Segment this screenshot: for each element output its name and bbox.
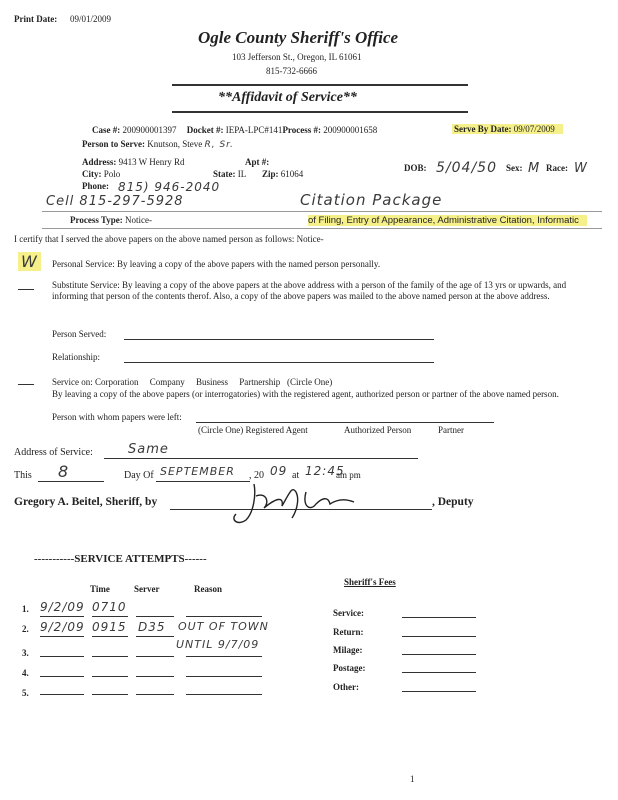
phone-handwritten: 815) 946-2040 <box>118 180 221 194</box>
fee-milage-line[interactable] <box>402 654 476 655</box>
page-number: 1 <box>410 774 415 784</box>
office-address: 103 Jefferson St., Oregon, IL 61061 <box>232 52 362 62</box>
fee-service-label: Service: <box>333 608 364 618</box>
attempt-server: D35 <box>138 620 166 634</box>
case-number: 200900001397 <box>122 125 177 135</box>
relationship-line[interactable] <box>124 362 434 363</box>
fee-other-line[interactable] <box>402 691 476 692</box>
fees-title: Sheriff's Fees <box>344 577 396 587</box>
person-served-line[interactable] <box>124 339 434 340</box>
this-label: This <box>14 470 32 481</box>
deputy-signature <box>226 472 366 532</box>
sex-handwritten: M <box>528 161 541 176</box>
year-handwritten: 09 <box>270 464 288 478</box>
col-time: Time <box>90 584 110 594</box>
col-reason: Reason <box>194 584 223 594</box>
corporation-text: By leaving a copy of the above papers (or interrogatories) with the registered agent, authorized person or partner of the above named person. <box>52 389 559 399</box>
am-pm-label: am pm <box>336 470 361 480</box>
document-title: **Affidavit of Service** <box>218 90 357 105</box>
corporation-title: Service on: Corporation Company Business Partnership (Circle One) <box>52 377 333 387</box>
day-of-label: Day Of <box>124 470 154 481</box>
whom-label: Person with whom papers were left: <box>52 412 182 422</box>
person-to-serve: Person to Serve: Knutson, Steve R, Sr. <box>82 139 234 150</box>
office-phone: 815-732-6666 <box>266 66 317 76</box>
case-row: Case #: 200900001397 Docket #: IEPA-LPC#141Process #: 200900001658 <box>92 125 378 135</box>
col-server: Server <box>134 584 160 594</box>
fee-service-line[interactable] <box>402 617 476 618</box>
attempt-date: 9/2/09 <box>40 620 85 634</box>
attempt-reason: OUT OF TOWN <box>178 620 269 633</box>
month-handwritten: SEPTEMBER <box>160 465 235 478</box>
address-of-service-handwritten: Same <box>128 442 169 457</box>
process-type-rule-2 <box>42 228 602 229</box>
address-of-service-label: Address of Service: <box>14 447 93 458</box>
fee-postage-label: Postage: <box>333 663 366 673</box>
serve-by-date: Serve By Date: 09/07/2009 <box>452 124 563 134</box>
fee-other-label: Other: <box>333 682 359 692</box>
attempt-reason: UNTIL 9/7/09 <box>176 638 260 651</box>
header-rule-bottom <box>172 111 468 113</box>
phone-label: Phone: <box>82 181 109 191</box>
year-prefix: , 20 <box>249 470 264 481</box>
fee-return-line[interactable] <box>402 636 476 637</box>
attempt-time: 0915 <box>92 620 127 634</box>
attempt-number: 2. <box>22 624 29 634</box>
day-handwritten: 8 <box>58 462 70 481</box>
cell-handwritten: Cell 815-297-5928 <box>46 194 184 209</box>
personal-service-text: Personal Service: By leaving a copy of the above papers with the named person personally. <box>52 259 381 269</box>
process-type-continued: of Filing, Entry of Appearance, Administrative Citation, Informatic <box>308 215 587 226</box>
circle-partner[interactable]: Partner <box>438 425 464 435</box>
process-number: 200900001658 <box>323 125 378 135</box>
person-served-label: Person Served: <box>52 329 107 339</box>
sex-label: Sex: <box>506 163 523 173</box>
attempt-date: 9/2/09 <box>40 600 85 614</box>
dob-label: DOB: <box>404 163 427 173</box>
deputy-label: , Deputy <box>432 496 474 508</box>
address-line: Address: 9413 W Henry Rd <box>82 157 185 167</box>
fee-return-label: Return: <box>333 627 364 637</box>
relationship-label: Relationship: <box>52 352 100 362</box>
address-of-service-line[interactable] <box>104 458 418 459</box>
substitute-checkbox-line[interactable] <box>18 289 34 290</box>
office-name: Ogle County Sheriff's Office <box>198 28 399 47</box>
sheriff-by-label: Gregory A. Beitel, Sheriff, by <box>14 496 158 508</box>
at-label: at <box>292 470 300 481</box>
person-suffix-handwritten: R, Sr. <box>204 140 234 150</box>
attempt-number: 5. <box>22 688 29 698</box>
attempt-number: 3. <box>22 648 29 658</box>
zip-line: Zip: 61064 <box>262 169 304 179</box>
corporation-checkbox-line[interactable] <box>18 384 34 385</box>
process-type: Process Type: Notice- <box>70 215 152 225</box>
day-line[interactable] <box>38 481 104 482</box>
whom-line[interactable] <box>196 422 494 423</box>
service-attempts-title: -----------SERVICE ATTEMPTS------ <box>34 553 207 565</box>
attempt-number: 4. <box>22 668 29 678</box>
substitute-service-text: Substitute Service: By leaving a copy of the above papers at the above address with a person of the family of the age of 13 yrs or upwards, and informing that person of the contents therof. Also, a copy of the above papers was mailed to the above named person at the above address. <box>52 280 567 301</box>
docket-number: IEPA-LPC#141 <box>225 125 283 135</box>
print-date-label: Print Date: <box>14 14 58 24</box>
personal-service-mark: W <box>18 252 41 271</box>
header-rule-top <box>172 84 468 86</box>
attempt-number: 1. <box>22 604 29 614</box>
time-handwritten: 12:45 <box>305 464 345 478</box>
race-handwritten: W <box>574 161 588 176</box>
citation-package-handwritten: Citation Package <box>300 191 443 209</box>
apt-label: Apt #: <box>245 157 270 167</box>
fee-postage-line[interactable] <box>402 672 476 673</box>
circle-authorized-person[interactable]: Authorized Person <box>344 425 412 435</box>
state-line: State: IL <box>213 169 247 179</box>
certify-statement: I certify that I served the above papers on the above named person as follows: Notice- <box>14 234 324 244</box>
fee-milage-label: Milage: <box>333 645 363 655</box>
print-date: 09/01/2009 <box>70 14 112 24</box>
dob-handwritten: 5/04/50 <box>436 160 497 176</box>
attempt-time: 0710 <box>92 600 127 614</box>
process-type-rule <box>42 211 602 212</box>
race-label: Race: <box>546 163 568 173</box>
circle-registered-agent[interactable]: (Circle One) Registered Agent <box>198 425 308 435</box>
city-line: City: Polo <box>82 169 121 179</box>
